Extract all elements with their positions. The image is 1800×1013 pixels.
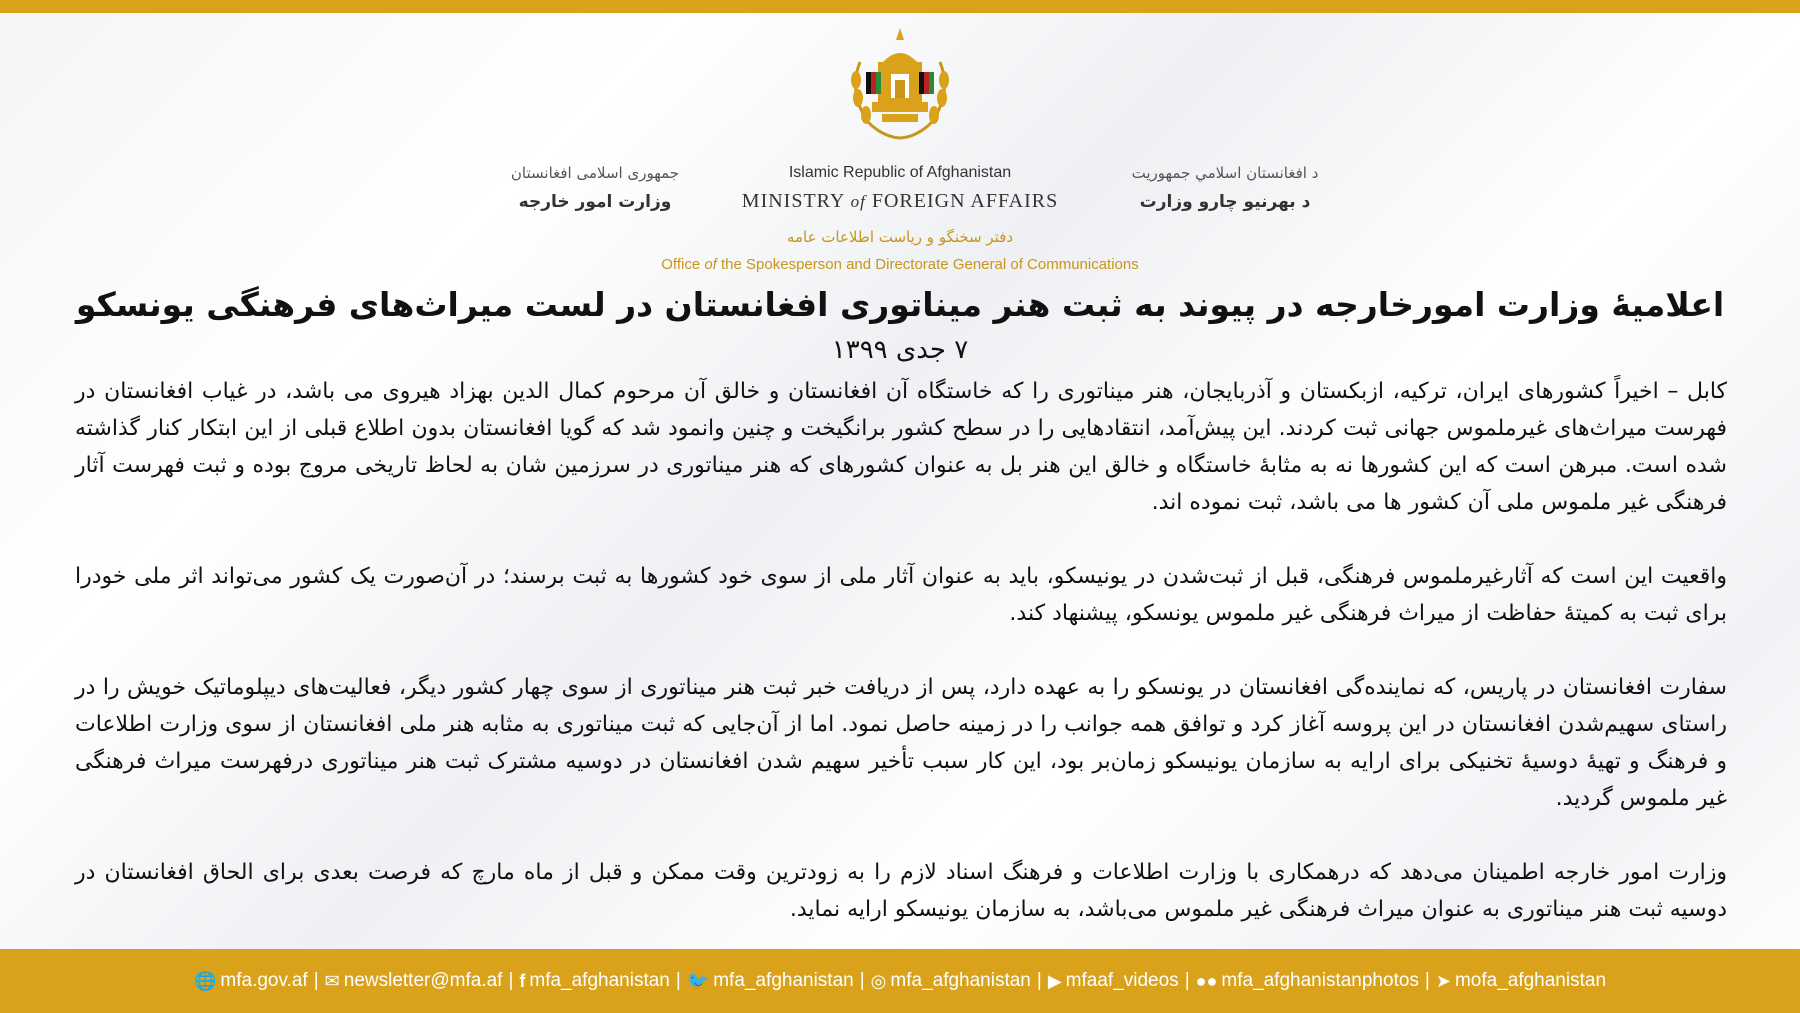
announcement-date: ۷ جدی ۱۳۹۹ bbox=[831, 335, 969, 365]
paragraph: واقعیت این است که آثارغیرملموس فرهنگی، قبل از ثبت‌شدن در یونیسکو، باید به عنوان آثار ملی از سوی خود کشورها به ثبت برسند؛ در آن‌صورت یک کشور می‌تواند اثر ملی خودرا برای ثبت به کمیتۀ حفاظت از میراث فرهنگی غیر ملموس یونسکو، پیشنهاد کند. bbox=[75, 564, 1727, 626]
footer-separator: | bbox=[508, 970, 514, 991]
mail-icon: ✉ bbox=[324, 970, 340, 991]
facebook-icon: f bbox=[519, 970, 526, 991]
flickr-icon: ●● bbox=[1195, 970, 1218, 991]
dari-header bbox=[480, 164, 710, 212]
english-header bbox=[700, 164, 1100, 213]
pashto-header bbox=[1120, 164, 1330, 212]
footer-separator: | bbox=[1184, 970, 1190, 991]
footer-facebook[interactable]: f mfa_afghanistan bbox=[519, 970, 670, 991]
paragraph: وزارت امور خارجه اطمینان می‌دهد که درهمکاری با وزارت اطلاعات و فرهنگ اسناد لازم را به زودترین وقت ممکن و قبل از ماه مارچ که فرصت بعدی برای الحاق افغانستان در دوسیه ثبت هنر میناتوری به عنوان میراث فرهنگی غیر ملموس می‌باشد، به سازمان یونیسکو ارایه نماید. bbox=[75, 860, 1727, 922]
national-emblem bbox=[838, 22, 962, 146]
english-ministry-name: MINISTRY of FOREIGN AFFAIRS bbox=[741, 190, 1059, 212]
contact-footer bbox=[0, 949, 1800, 1013]
paragraph: کابل – اخیراً کشورهای ایران، ترکیه، ازبکستان و آذربایجان، هنر میناتوری را که خاستگاه آن افغانستان و خالق آن مرحوم کمال الدین بهزاد هیروی می باشد، در غیاب افغانستان در فهرست میراث‌های غیرملموس جهانی ثبت کردند. این پیش‌آمد، انتقادهایی را در سطح کشور برانگیخت و چنین وانمود شد که گویا افغانستان بدون اطلاع قبلی از این ابتکار کنار گذاشته شده است. مبرهن است که این کشورها نه به مثابۀ خاستگاه و خالق این هنر بل به عنوان کشورهای که هنر میناتوری در سرزمین شان به لحاظ تاریخی مروج بوده و ثبت فهرست آثار فرهنگی غیر ملموس ملی آن کشور ها می باشد، ثبت نموده اند. bbox=[75, 379, 1727, 515]
twitter-icon: 🐦 bbox=[686, 970, 710, 991]
globe-icon: 🌐 bbox=[193, 970, 217, 991]
footer-instagram[interactable]: ◎ mfa_afghanistan bbox=[870, 970, 1031, 991]
footer-separator: | bbox=[313, 970, 319, 991]
dari-ministry-name: وزارت امور خارجه bbox=[518, 192, 672, 212]
announcement-body bbox=[75, 373, 1727, 965]
footer-flickr[interactable]: ●● mfa_afghanistanphotos bbox=[1195, 970, 1419, 991]
top-accent-bar bbox=[0, 0, 1800, 13]
dari-republic-name: جمهوری اسلامی افغانستان bbox=[510, 164, 680, 182]
footer-separator: | bbox=[675, 970, 681, 991]
announcement-title: اعلامیۀ وزارت امورخارجه در پیوند به ثبت هنر میناتوری افغانستان در لست میراث‌های فرهنگی یونسکو bbox=[75, 285, 1725, 324]
footer-separator: | bbox=[859, 970, 865, 991]
telegram-icon: ➤ bbox=[1435, 970, 1451, 991]
office-name-dari: دفتر سخنگو و ریاست اطلاعات عامه bbox=[786, 228, 1014, 246]
office-name-english: Office of the Spokesperson and Directorate General of Communications bbox=[661, 256, 1139, 273]
footer-email[interactable]: ✉ newsletter@mfa.af bbox=[324, 970, 503, 991]
footer-twitter[interactable]: 🐦 mfa_afghanistan bbox=[686, 970, 854, 991]
pashto-ministry-name: د بهرنيو چارو وزارت bbox=[1139, 192, 1311, 212]
footer-youtube[interactable]: ▶ mfaaf_videos bbox=[1047, 970, 1179, 991]
instagram-icon: ◎ bbox=[870, 970, 887, 991]
footer-telegram[interactable]: ➤ mofa_afghanistan bbox=[1435, 970, 1607, 991]
pashto-republic-name: د افغانستان اسلامي جمهوريت bbox=[1131, 164, 1319, 182]
english-republic-name: Islamic Republic of Afghanistan bbox=[788, 164, 1012, 181]
footer-separator: | bbox=[1036, 970, 1042, 991]
youtube-icon: ▶ bbox=[1047, 970, 1062, 991]
footer-website[interactable]: 🌐 mfa.gov.af bbox=[193, 970, 308, 991]
paragraph: سفارت افغانستان در پاریس، که نماینده‌گی افغانستان در یونسکو را به عهده دارد، پس از دریافت خبر ثبت هنر میناتوری از سوی چهار کشور دیگر، فعالیت‌های دیپلوماتیک خویش را در راستای سهیم‌شدن افغانستان در این پروسه آغاز کرد و توافق همه جوانب را در زمینه حاصل نمود. اما از آن‌جایی که ثبت میناتوری به مثابه هنر ملی افغانستان از سوی وزارت اطلاعات و فرهنگ و تهیۀ دوسیۀ تخنیکی برای ارایه به سازمان یونیسکو زمان‌بر بود، این کار سبب تأخیر سهیم شدن افغانستان در دوسیه مشترک ثبت هنر میناتوری درفهرست میراث فرهنگی غیر ملموس گردید. bbox=[75, 675, 1727, 811]
footer-separator: | bbox=[1424, 970, 1430, 991]
